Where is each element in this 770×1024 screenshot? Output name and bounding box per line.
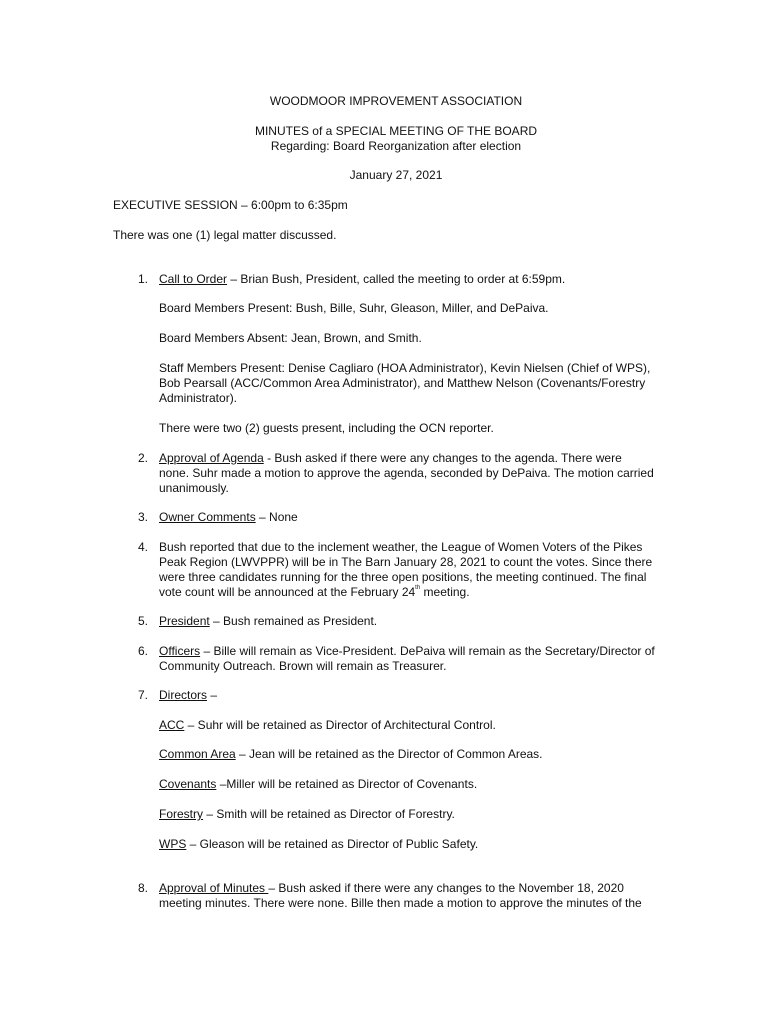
- item-number: 6.: [137, 644, 148, 658]
- director-heading: Common Area: [159, 747, 236, 761]
- item-number: 5.: [137, 614, 148, 628]
- director-common-area: Common Area – Jean will be retained as the Director of Common Areas.: [159, 747, 543, 761]
- item-owner-comments: Owner Comments – None: [159, 510, 298, 524]
- item-president: President – Bush remained as President.: [159, 614, 378, 628]
- item-heading: Directors: [159, 688, 208, 702]
- minutes-subtitle: Regarding: Board Reorganization after election: [270, 139, 522, 153]
- director-wps: WPS – Gleason will be retained as Director of Public Safety.: [159, 837, 479, 851]
- item-directors: Directors –: [159, 688, 218, 702]
- director-acc: ACC – Suhr will be retained as Director of Architectural Control.: [159, 718, 496, 732]
- director-heading: Covenants: [159, 777, 217, 791]
- item-officers: Officers – Bille will remain as Vice-President. DePaiva will remain as the Secretary/Director of Community Outreach. Brown will remain as Treasurer.: [159, 644, 655, 673]
- item-election-report: Bush reported that due to the inclement weather, the League of Women Voters of the Pikes Peak Region (LWVPPR) will be in The Barn January 28, 2021 to count the votes. Since there were three candidates running for the three open positions, the meeting continued. The final vote count will be announced at the February 24th meeting.: [159, 540, 653, 599]
- item-heading: Owner Comments: [159, 510, 256, 524]
- minutes-title: MINUTES of a SPECIAL MEETING OF THE BOARD: [254, 124, 538, 138]
- legal-note: There was one (1) legal matter discussed.: [113, 228, 337, 242]
- director-heading: WPS: [159, 837, 187, 851]
- director-heading: Forestry: [159, 807, 204, 821]
- item-heading: Approval of Agenda: [159, 451, 264, 465]
- item-approval-of-minutes: Approval of Minutes – Bush asked if there were any changes to the November 18, 2020 meeting minutes. There were none. Bille then made a motion to approve the minutes of the: [159, 881, 642, 910]
- item-heading: Approval of Minutes: [159, 881, 269, 895]
- members-absent: Board Members Absent: Jean, Brown, and Smith.: [159, 331, 422, 345]
- item-heading: President: [159, 614, 210, 628]
- item-number: 7.: [137, 688, 148, 702]
- director-forestry: Forestry – Smith will be retained as Director of Forestry.: [159, 807, 455, 821]
- item-heading: Call to Order: [159, 272, 228, 286]
- item-call-to-order: Call to Order – Brian Bush, President, called the meeting to order at 6:59pm.: [159, 272, 566, 286]
- guests-present: There were two (2) guests present, including the OCN reporter.: [159, 421, 494, 435]
- staff-present: Staff Members Present: Denise Cagliaro (HOA Administrator), Kevin Nielsen (Chief of WPS), Bob Pearsall (ACC/Common Area Administrator), and Matthew Nelson (Covenants/Forestry Administrator).: [159, 361, 651, 405]
- org-title: WOODMOOR IMPROVEMENT ASSOCIATION: [269, 94, 523, 108]
- executive-session: EXECUTIVE SESSION – 6:00pm to 6:35pm: [113, 198, 348, 212]
- meeting-date: January 27, 2021: [349, 168, 443, 182]
- item-number: 4.: [137, 540, 148, 554]
- item-approval-of-agenda: Approval of Agenda - Bush asked if there were any changes to the agenda. There were none. Suhr made a motion to approve the agenda, seconded by DePaiva. The motion carried unanimously.: [159, 451, 654, 495]
- item-number: 3.: [137, 510, 148, 524]
- item-heading: Officers: [159, 644, 201, 658]
- item-number: 2.: [137, 451, 148, 465]
- director-covenants: Covenants –Miller will be retained as Director of Covenants.: [159, 777, 478, 791]
- item-number: 8.: [137, 881, 148, 895]
- members-present: Board Members Present: Bush, Bille, Suhr, Gleason, Miller, and DePaiva.: [159, 301, 549, 315]
- director-heading: ACC: [159, 718, 185, 732]
- item-number: 1.: [137, 272, 148, 286]
